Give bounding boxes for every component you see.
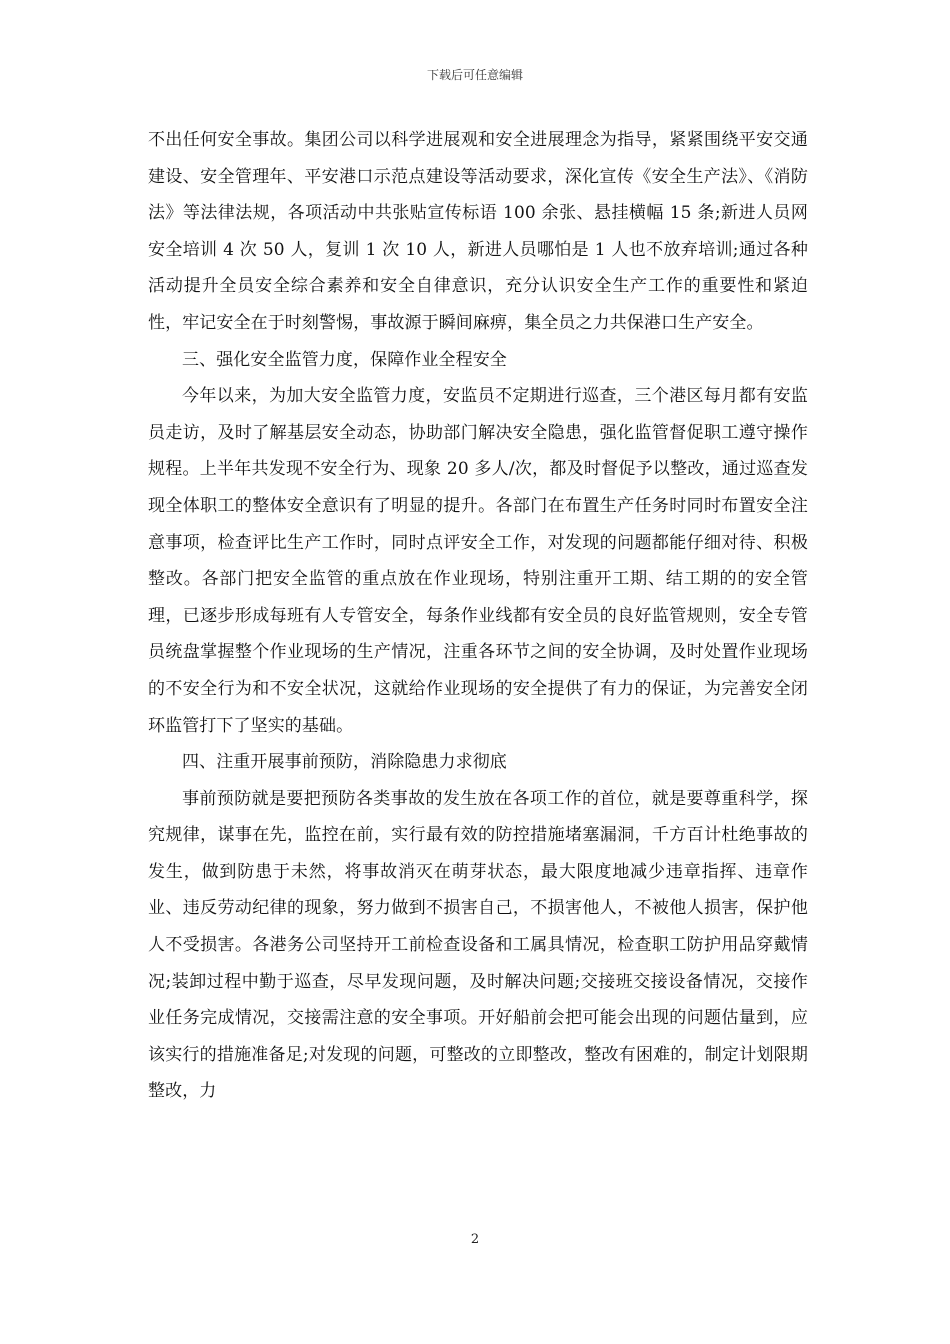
section-heading-3: 三、强化安全监管力度，保障作业全程安全 — [182, 349, 507, 370]
section-heading-4: 四、注重开展事前预防，消除隐患力求彻底 — [182, 752, 507, 773]
paragraph-supervision: 今年以来，为加大安全监管力度，安监员不定期进行巡查，三个港区每月都有安监员走访，及时了解基层安全动态，协助部门解决安全隐患，强化监管督促职工遵守操作规程。上半年共发现不安全行为、现象 20 多人/次，都及时督促予以整改，通过巡查发现全体职工的整体安全意识有了明显的提升。各部门在布置生产任务时同时布置安全注意事项，检查评比生产工作时，同时点评安全工作，对发现的问题都能仔细对待、积极整改。各部门把安全监管的重点放在作业现场，特别注重开工期、结工期的的安全管理，已逐步形成每班有人专管安全，每条作业线都有安全员的良好监管规则，安全专管员统盘掌握整个作业现场的生产情况，注重各环节之间的安全协调，及时处置作业现场的不安全行为和不安全状况，这就给作业现场的安全提供了有力的保证，为完善安全闭环监管打下了坚实的基础。 — [148, 386, 808, 736]
paragraph-continuation: 不出任何安全事故。集团公司以科学进展观和安全进展理念为指导，紧紧围绕平安交通建设、安全管理年、平安港口示范点建设等活动要求，深化宣传《安全生产法》、《消防法》等法律法规，各项活动中共张贴宣传标语 100 余张、悬挂横幅 15 条;新进人员网安全培训 4 次 50 人，复训 1 次 10 人，新进人员哪怕是 1 人也不放弃培训;通过各种活动提升全员安全综合素养和安全自律意识，充分认识安全生产工作的重要性和紧迫性，牢记安全在于时刻警惕，事故源于瞬间麻痹，集全员之力共保港口生产安全。 — [148, 130, 808, 333]
document-body — [148, 122, 808, 1110]
page-header: 下载后可任意编辑 — [426, 68, 523, 82]
page-number: 2 — [470, 1232, 480, 1247]
paragraph-prevention: 事前预防就是要把预防各类事故的发生放在各项工作的首位，就是要尊重科学，探究规律，谋事在先，监控在前，实行最有效的防控措施堵塞漏洞，千方百计杜绝事故的发生，做到防患于未然，将事故消灭在萌芽状态，最大限度地减少违章指挥、违章作业、违反劳动纪律的现象，努力做到不损害自己，不损害他人，不被他人损害，保护他人不受损害。各港务公司坚持开工前检查设备和工属具情况，检查职工防护用品穿戴情况;装卸过程中勤于巡查，尽早发现问题，及时解决问题;交接班交接设备情况，交接作业任务完成情况，交接需注意的安全事项。开好船前会把可能会出现的问题估量到，应该实行的措施准备足;对发现的问题，可整改的立即整改，整改有困难的，制定计划限期整改，力 — [148, 788, 808, 1102]
